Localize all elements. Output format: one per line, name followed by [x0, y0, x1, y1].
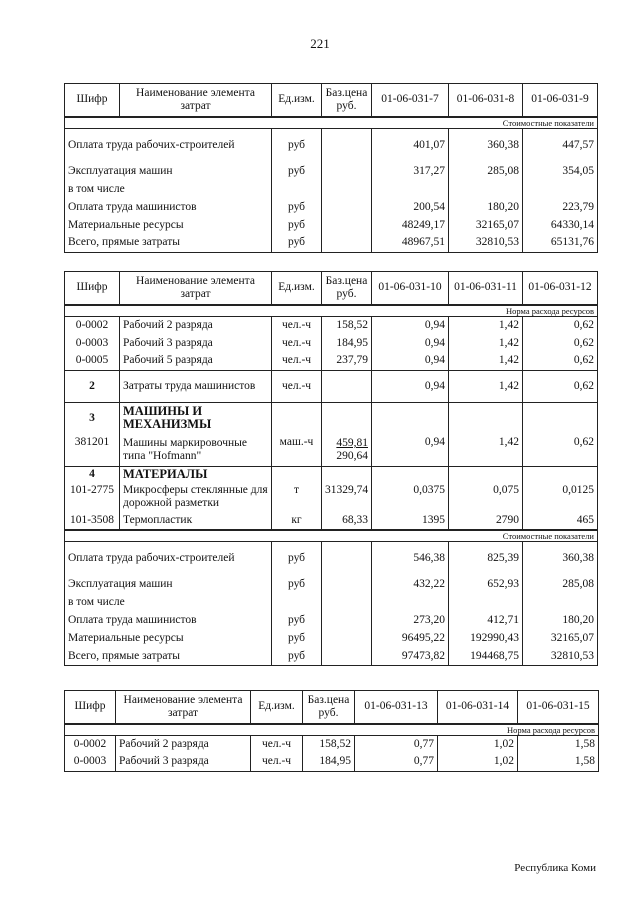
row-unit: чел.-ч: [272, 352, 322, 370]
row-v1: 48249,17: [372, 216, 449, 234]
row-v3: [523, 466, 598, 482]
table-row: [65, 352, 598, 370]
header-col-2: 01-06-031-11: [449, 272, 523, 305]
header-code: Шифр: [65, 272, 120, 305]
row-v3: 354,05: [523, 162, 598, 180]
row-v1: 273,20: [372, 612, 449, 630]
note-norm: Норма расхода ресурсов: [65, 724, 599, 736]
row-v3: 0,62: [523, 334, 598, 352]
row-price-2: 290,64: [336, 449, 368, 462]
row-v2: 180,20: [449, 198, 523, 216]
row-v3: 223,79: [523, 198, 598, 216]
header-col-3: 01-06-031-15: [518, 691, 599, 724]
row-price: [322, 594, 372, 612]
note-row: [65, 530, 598, 542]
row-code: 3: [65, 402, 120, 434]
row-price: [322, 128, 372, 162]
row-code: 2: [65, 370, 120, 402]
row-name: Оплата труда рабочих-строителей: [65, 128, 272, 162]
header-col-3: 01-06-031-9: [523, 84, 598, 117]
row-name: в том числе: [65, 594, 272, 612]
table-row: [65, 753, 599, 771]
row-v3: 65131,76: [523, 234, 598, 252]
header-name: Наименование элемента затрат: [116, 691, 251, 724]
row-unit: руб: [272, 648, 322, 666]
row-unit: руб: [272, 612, 322, 630]
row-unit: чел.-ч: [272, 316, 322, 334]
cost-table-2: [64, 271, 598, 666]
row-name: МАШИНЫ И МЕХАНИЗМЫ: [120, 402, 272, 434]
row-name: Машины маркировочные типа "Hofmann": [120, 434, 272, 466]
note-row: [65, 305, 598, 317]
row-unit: кг: [272, 512, 322, 530]
row-unit: руб: [272, 198, 322, 216]
header-name: Наименование элемента затрат: [120, 84, 272, 117]
table-row: [65, 216, 598, 234]
header-price: Баз.цена руб.: [303, 691, 355, 724]
row-v1: 1395: [372, 512, 449, 530]
table-row: [65, 482, 598, 512]
row-v1: 401,07: [372, 128, 449, 162]
row-name: Затраты труда машинистов: [120, 370, 272, 402]
header-code: Шифр: [65, 84, 120, 117]
row-name: Рабочий 3 разряда: [116, 753, 251, 771]
row-name: МАТЕРИАЛЫ: [120, 466, 272, 482]
row-v1: 0,94: [372, 334, 449, 352]
header-price: Баз.цена руб.: [322, 84, 372, 117]
row-code: 0-0003: [65, 334, 120, 352]
row-v1: [372, 402, 449, 434]
row-v2: [449, 466, 523, 482]
row-v3: [523, 594, 598, 612]
table-row: [65, 630, 598, 648]
header-unit: Ед.изм.: [272, 84, 322, 117]
row-name: Оплата труда рабочих-строителей: [65, 542, 272, 576]
row-v2: 32810,53: [449, 234, 523, 252]
row-v1: 96495,22: [372, 630, 449, 648]
row-name: Эксплуатация машин: [65, 576, 272, 594]
row-unit: [272, 466, 322, 482]
row-unit: руб: [272, 630, 322, 648]
row-unit: руб: [272, 576, 322, 594]
row-name: Всего, прямые затраты: [65, 648, 272, 666]
footer-region: Республика Коми: [514, 862, 596, 874]
row-v2: 285,08: [449, 162, 523, 180]
row-v3: 1,58: [518, 735, 599, 753]
row-name: в том числе: [65, 180, 272, 198]
row-name: Рабочий 3 разряда: [120, 334, 272, 352]
row-price: [322, 542, 372, 576]
header-col-1: 01-06-031-10: [372, 272, 449, 305]
note-cost: Стоимостные показатели: [65, 530, 598, 542]
row-v3: 0,62: [523, 370, 598, 402]
header-col-1: 01-06-031-13: [355, 691, 438, 724]
row-v2: [449, 594, 523, 612]
row-v1: 97473,82: [372, 648, 449, 666]
row-v2: 652,93: [449, 576, 523, 594]
table-header-row: [65, 691, 599, 724]
row-v2: 1,42: [449, 434, 523, 466]
table-row: [65, 316, 598, 334]
row-unit: т: [272, 482, 322, 512]
row-name: Термопластик: [120, 512, 272, 530]
row-v2: 0,075: [449, 482, 523, 512]
row-v2: 1,42: [449, 370, 523, 402]
row-v2: 32165,07: [449, 216, 523, 234]
table-row: [65, 466, 598, 482]
row-unit: маш.-ч: [272, 434, 322, 466]
row-v1: [372, 466, 449, 482]
row-price-1: 459,81: [336, 436, 368, 449]
note-norm: Норма расхода ресурсов: [65, 305, 598, 317]
row-price: 158,52: [322, 316, 372, 334]
row-price: [322, 216, 372, 234]
row-v2: 1,42: [449, 352, 523, 370]
row-v2: 412,71: [449, 612, 523, 630]
note-row: [65, 724, 599, 736]
table-row: [65, 162, 598, 180]
row-v3: 0,62: [523, 316, 598, 334]
row-name: Всего, прямые затраты: [65, 234, 272, 252]
row-name: Оплата труда машинистов: [65, 198, 272, 216]
row-v3: 0,0125: [523, 482, 598, 512]
row-price: 184,95: [322, 334, 372, 352]
row-code: 101-3508: [65, 512, 120, 530]
table-row: [65, 648, 598, 666]
row-v1: 0,94: [372, 370, 449, 402]
row-name: Рабочий 5 разряда: [120, 352, 272, 370]
row-unit: руб: [272, 216, 322, 234]
table-row: [65, 542, 598, 576]
table-row: [65, 198, 598, 216]
row-v1: 0,77: [355, 753, 438, 771]
row-price: [322, 612, 372, 630]
row-v1: 0,94: [372, 352, 449, 370]
row-v3: 0,62: [523, 434, 598, 466]
table-row: [65, 370, 598, 402]
row-v3: 64330,14: [523, 216, 598, 234]
row-name: Оплата труда машинистов: [65, 612, 272, 630]
page-number: 221: [310, 36, 330, 51]
row-v2: 1,42: [449, 316, 523, 334]
row-unit: руб: [272, 128, 322, 162]
row-code: 101-2775: [65, 482, 120, 512]
table-row: [65, 402, 598, 434]
header-unit: Ед.изм.: [272, 272, 322, 305]
row-v3: 360,38: [523, 542, 598, 576]
row-unit: руб: [272, 234, 322, 252]
table-row: [65, 735, 599, 753]
row-price: [322, 466, 372, 482]
row-price: [322, 434, 372, 466]
row-v1: 546,38: [372, 542, 449, 576]
row-v3: [523, 180, 598, 198]
row-v2: 1,42: [449, 334, 523, 352]
row-v2: [449, 402, 523, 434]
row-v1: 48967,51: [372, 234, 449, 252]
row-v1: 317,27: [372, 162, 449, 180]
row-unit: [272, 594, 322, 612]
header-price: Баз.цена руб.: [322, 272, 372, 305]
row-v1: 432,22: [372, 576, 449, 594]
header-code: Шифр: [65, 691, 116, 724]
row-name: Рабочий 2 разряда: [120, 316, 272, 334]
table-row: [65, 128, 598, 162]
row-v2: 1,02: [438, 735, 518, 753]
row-v1: 0,94: [372, 316, 449, 334]
row-unit: чел.-ч: [272, 370, 322, 402]
row-price: 31329,74: [322, 482, 372, 512]
cost-table-3: [64, 690, 599, 772]
row-v3: 180,20: [523, 612, 598, 630]
row-price: [322, 198, 372, 216]
row-price: 158,52: [303, 735, 355, 753]
row-name: Рабочий 2 разряда: [116, 735, 251, 753]
row-v3: 465: [523, 512, 598, 530]
header-col-1: 01-06-031-7: [372, 84, 449, 117]
row-unit: чел.-ч: [251, 753, 303, 771]
row-price: [322, 402, 372, 434]
row-name: Микросферы стеклянные для дорожной разметки: [120, 482, 272, 512]
row-code: 4: [65, 466, 120, 482]
table-row: [65, 434, 598, 466]
row-v3: 32165,07: [523, 630, 598, 648]
row-v2: 1,02: [438, 753, 518, 771]
row-unit: [272, 180, 322, 198]
row-code: 381201: [65, 434, 120, 466]
row-v2: 2790: [449, 512, 523, 530]
row-v1: [372, 180, 449, 198]
table-row: [65, 576, 598, 594]
row-v2: 360,38: [449, 128, 523, 162]
table-header-row: [65, 272, 598, 305]
header-col-3: 01-06-031-12: [523, 272, 598, 305]
row-v3: [523, 402, 598, 434]
row-price: [322, 630, 372, 648]
table-row: [65, 334, 598, 352]
table-header-row: [65, 84, 598, 117]
table-row: [65, 594, 598, 612]
row-v3: 1,58: [518, 753, 599, 771]
row-code: 0-0002: [65, 316, 120, 334]
row-v1: [372, 594, 449, 612]
row-price: [322, 162, 372, 180]
row-v2: [449, 180, 523, 198]
row-v2: 194468,75: [449, 648, 523, 666]
header-col-2: 01-06-031-8: [449, 84, 523, 117]
row-v3: 285,08: [523, 576, 598, 594]
row-unit: чел.-ч: [272, 334, 322, 352]
table-row: [65, 234, 598, 252]
row-price: [322, 234, 372, 252]
row-price: [322, 370, 372, 402]
row-code: 0-0002: [65, 735, 116, 753]
row-v1: 200,54: [372, 198, 449, 216]
row-unit: руб: [272, 162, 322, 180]
table-row: [65, 612, 598, 630]
row-price: 68,33: [322, 512, 372, 530]
row-price: [322, 648, 372, 666]
row-name: Материальные ресурсы: [65, 216, 272, 234]
row-name: Эксплуатация машин: [65, 162, 272, 180]
row-price: [322, 576, 372, 594]
row-v3: 447,57: [523, 128, 598, 162]
table-row: [65, 180, 598, 198]
row-code: 0-0005: [65, 352, 120, 370]
header-col-2: 01-06-031-14: [438, 691, 518, 724]
row-v3: 0,62: [523, 352, 598, 370]
row-unit: [272, 402, 322, 434]
row-price: 184,95: [303, 753, 355, 771]
row-price: [322, 180, 372, 198]
row-unit: чел.-ч: [251, 735, 303, 753]
row-v1: 0,0375: [372, 482, 449, 512]
row-price: 237,79: [322, 352, 372, 370]
row-code: 0-0003: [65, 753, 116, 771]
row-name: Материальные ресурсы: [65, 630, 272, 648]
header-unit: Ед.изм.: [251, 691, 303, 724]
header-name: Наименование элемента затрат: [120, 272, 272, 305]
row-unit: руб: [272, 542, 322, 576]
row-v3: 32810,53: [523, 648, 598, 666]
table-row: [65, 512, 598, 530]
row-v2: 825,39: [449, 542, 523, 576]
cost-table-1: [64, 83, 598, 253]
row-v1: 0,94: [372, 434, 449, 466]
note-row: [65, 117, 598, 129]
row-v1: 0,77: [355, 735, 438, 753]
note-cost: Стоимостные показатели: [65, 117, 598, 129]
row-v2: 192990,43: [449, 630, 523, 648]
